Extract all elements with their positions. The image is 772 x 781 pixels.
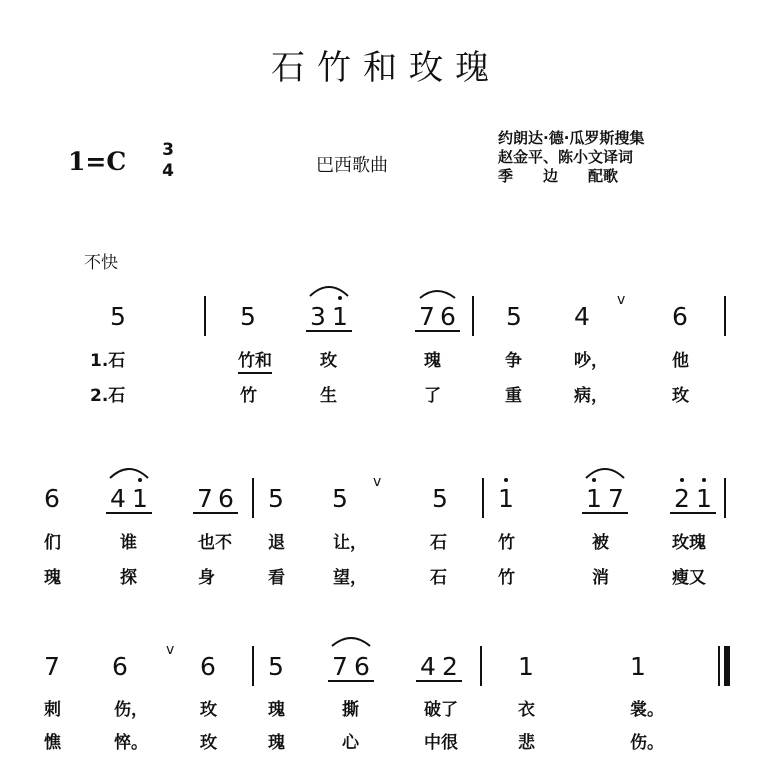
note: 7 (608, 484, 624, 513)
note: 1 (332, 302, 348, 331)
tempo-marking: 不快 (84, 253, 118, 273)
note: 5 (332, 484, 348, 513)
credit-line: 约朗达·德·瓜罗斯搜集 (498, 129, 645, 147)
lyric-syllable: 生 (320, 386, 337, 406)
slur (420, 291, 455, 298)
note: 3 (310, 302, 326, 331)
slur (586, 469, 624, 478)
note: 1 (132, 484, 148, 513)
lyric-syllable: 撕 (342, 700, 359, 720)
note: 6 (218, 484, 234, 513)
note: 6 (112, 652, 128, 681)
lyric-syllable: 中很 (424, 733, 458, 753)
note: 1 (518, 652, 534, 681)
note: 5 (240, 302, 256, 331)
lyric-syllable: 瑰 (44, 568, 61, 588)
lyric-syllable: 裳。 (630, 700, 664, 720)
genre-label: 巴西歌曲 (316, 155, 388, 176)
note: 4 (110, 484, 126, 513)
lyric-syllable: 憔 (44, 733, 61, 753)
lyric-syllable: 竹 (498, 568, 515, 588)
lyric-syllable: 伤。 (630, 733, 664, 753)
note: 6 (44, 484, 60, 513)
note: 1 (586, 484, 602, 513)
lyric-syllable: 瘦又 (672, 568, 706, 588)
breath-mark: v (166, 642, 175, 658)
lyric-syllable: 争 (505, 351, 522, 371)
note: 2 (674, 484, 690, 513)
lyric-syllable: 竹 (240, 386, 257, 406)
lyric-syllable: 破了 (424, 700, 458, 720)
lyric-syllable: 看 (268, 568, 285, 588)
note: 1 (696, 484, 712, 513)
lyric-syllable: 刺 (44, 700, 61, 720)
lyric-syllable: 谁 (120, 533, 137, 553)
lyric-syllable: 也不 (198, 533, 232, 553)
note: 4 (574, 302, 590, 331)
note: 5 (110, 302, 126, 331)
slur (110, 469, 148, 478)
lyric-syllable: 1.石 (90, 351, 126, 371)
credit-line: 赵金平、陈小文译词 (498, 148, 634, 166)
lyric-syllable: 玫 (200, 700, 217, 720)
lyric-syllable: 心 (342, 733, 359, 753)
lyric-syllable: 石 (430, 533, 447, 553)
breath-mark: v (373, 474, 382, 490)
note: 6 (200, 652, 216, 681)
note: 2 (442, 652, 458, 681)
key-signature: 1=C (68, 147, 127, 176)
note: 6 (354, 652, 370, 681)
lyric-syllable: 望， (333, 568, 367, 588)
slur (310, 287, 348, 296)
lyric-syllable: 玫 (672, 386, 689, 406)
lyric-syllable: 竹和 (238, 346, 272, 374)
note: 4 (420, 652, 436, 681)
lyric-syllable: 消 (592, 568, 609, 588)
note: 6 (672, 302, 688, 331)
lyric-syllable: 病， (574, 386, 608, 406)
lyric-syllable: 瑰 (424, 351, 441, 371)
lyric-syllable: 被 (592, 533, 609, 553)
slur (332, 638, 370, 646)
note: 5 (268, 484, 284, 513)
note: 5 (432, 484, 448, 513)
note: 7 (197, 484, 213, 513)
lyric-syllable: 瑰 (268, 733, 285, 753)
note: 7 (419, 302, 435, 331)
lyric-syllable: 衣 (518, 700, 535, 720)
lyric-syllable: 玫 (200, 733, 217, 753)
lyric-syllable: 悲 (518, 733, 535, 753)
lyric-syllable: 伤， (114, 700, 148, 720)
lyric-syllable: 让， (333, 533, 367, 553)
credit-line: 季 边 配歌 (498, 167, 619, 185)
lyric-syllable: 悴。 (114, 733, 148, 753)
lyric-syllable: 瑰 (268, 700, 285, 720)
song-title: 石竹和玫瑰 (271, 48, 501, 88)
lyric-syllable: 重 (505, 386, 522, 406)
lyric-syllable: 们 (44, 533, 61, 553)
lyric-syllable: 竹 (498, 533, 515, 553)
note: 5 (268, 652, 284, 681)
lyric-syllable: 吵， (574, 351, 608, 371)
lyric-syllable: 玫 (320, 351, 337, 371)
lyric-syllable: 探 (120, 568, 137, 588)
note: 5 (506, 302, 522, 331)
lyric-syllable: 石 (430, 568, 447, 588)
note: 1 (630, 652, 646, 681)
lyric-syllable: 了 (424, 386, 441, 406)
note: 6 (440, 302, 456, 331)
lyric-syllable: 玫瑰 (672, 533, 706, 553)
lyric-syllable: 2.石 (90, 386, 126, 406)
breath-mark: v (617, 292, 626, 308)
lyric-syllable: 身 (198, 568, 215, 588)
note: 1 (498, 484, 514, 513)
note: 7 (44, 652, 60, 681)
note: 7 (332, 652, 348, 681)
meter-top: 3 (162, 140, 174, 160)
lyric-syllable: 退 (268, 533, 285, 553)
meter-bottom: 4 (162, 161, 174, 181)
lyric-syllable: 他 (672, 351, 689, 371)
